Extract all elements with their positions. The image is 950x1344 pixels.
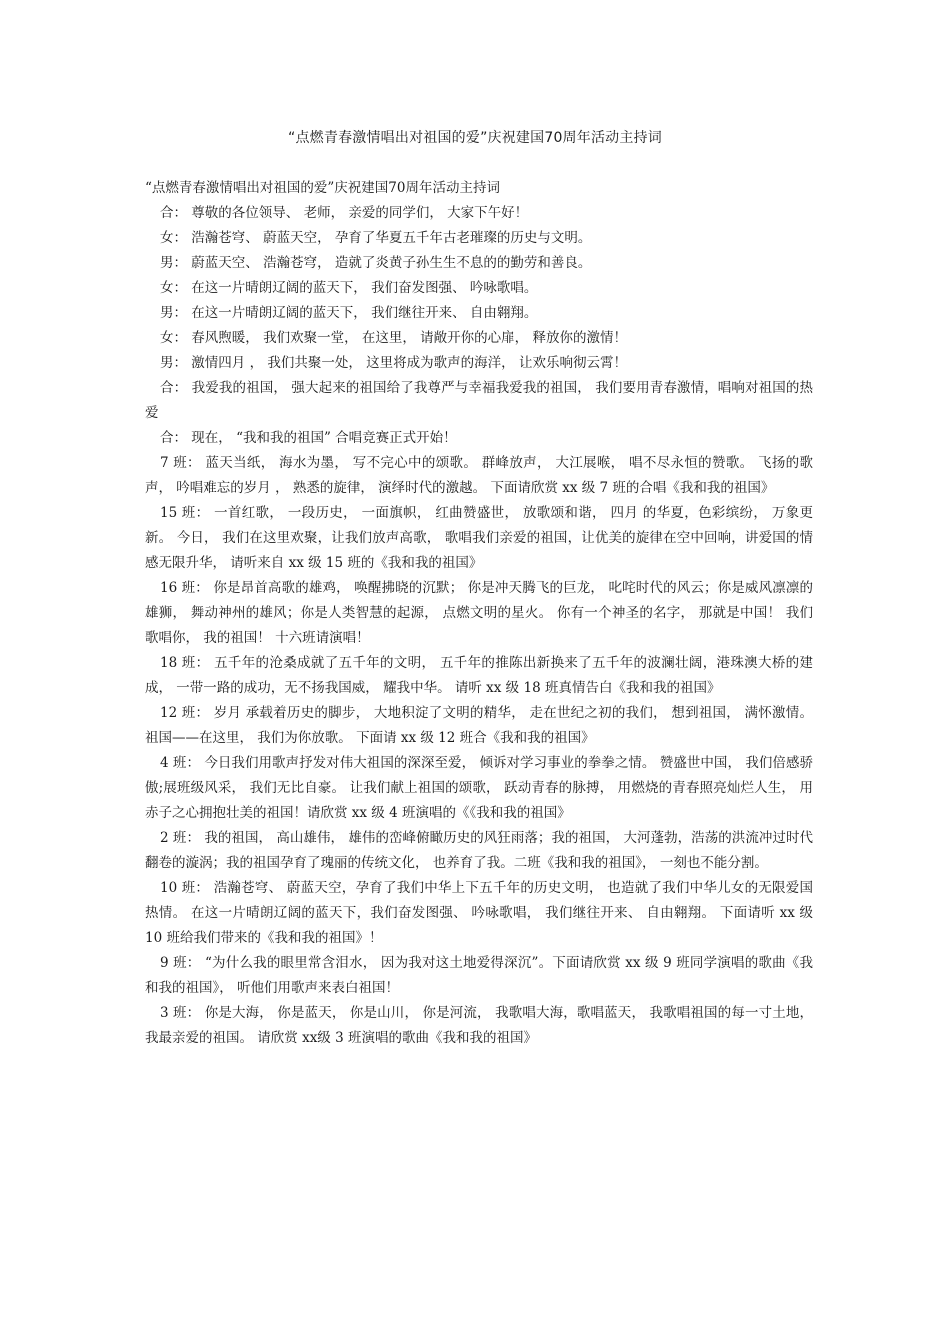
paragraph: 男： 激情四月 ， 我们共聚一处， 这里将成为歌声的海洋， 让欢乐响彻云霄！ (160, 355, 627, 371)
paragraph: 15 班： 一首红歌， 一段历史， 一面旗帜， 红曲赞盛世， 放歌颂和谐， 四月 的华夏，色彩缤纷， 万象更新。 今日， 我们在这里欢聚，让我们放声高歌， 歌唱我们亲爱的祖国，让优美的旋律在空中回响，讲爱国的情感无限升华， 请听来自 xx 级 15 班的《我和我的祖国》 (145, 505, 813, 571)
page-title: “点燃青春激情唱出对祖国的爱”庆祝建国70周年活动主持词 (288, 130, 662, 146)
paragraph: 女： 春风煦暖， 我们欢聚一堂， 在这里， 请敞开你的心扉， 释放你的激情！ (160, 330, 627, 346)
paragraph: 男： 在这一片晴朗辽阔的蓝天下， 我们继往开来、 自由翱翔。 (160, 305, 538, 321)
paragraph: 10 班： 浩瀚苍穹、 蔚蓝天空，孕育了我们中华上下五千年的历史文明， 也造就了我们中华儿女的无限爱国热情。 在这一片晴朗辽阔的蓝天下，我们奋发图强、 吟咏歌唱， 我们继往开来、 自由翱翔。 下面请听 xx 级 10 班给我们带来的《我和我的祖国》！ (145, 880, 813, 946)
paragraph: 2 班： 我的祖国， 高山雄伟， 雄伟的峦峰俯瞰历史的风狂雨落；我的祖国， 大河蓬勃，浩荡的洪流冲过时代翻卷的漩涡；我的祖国孕育了瑰丽的传统文化， 也养育了我。二班《我和我的祖国》， 一刻也不能分割。 (145, 830, 813, 871)
paragraph: 4 班： 今日我们用歌声抒发对伟大祖国的深深至爱， 倾诉对学习事业的拳拳之情。 赞盛世中国， 我们倍感骄傲;展班级风采， 我们无比自豪。 让我们献上祖国的颂歌， 跃动青春的脉搏， 用燃烧的青春照亮灿烂人生， 用赤子之心拥抱壮美的祖国！请欣赏 xx 级 4 班演唱的《《我和我的祖国》 (145, 755, 813, 821)
paragraph: 16 班： 你是昂首高歌的雄鸡， 唤醒拂晓的沉默； 你是冲天腾飞的巨龙， 叱咤时代的风云；你是威风凛凛的雄狮， 舞动神州的雄风；你是人类智慧的起源， 点燃文明的星火。 你有一个神圣的名字， 那就是中国！ 我们歌唱你， 我的祖国！ 十六班请演唱！ (145, 580, 813, 646)
paragraph: 女： 在这一片晴朗辽阔的蓝天下， 我们奋发图强、 吟咏歌唱。 (160, 280, 538, 296)
paragraph: 合： 我爱我的祖国， 强大起来的祖国给了我尊严与幸福我爱我的祖国， 我们要用青春激情，唱响对祖国的热爱 (145, 380, 813, 421)
paragraph: 12 班： 岁月 承载着历史的脚步， 大地积淀了文明的精华， 走在世纪之初的我们， 想到祖国， 满怀激情。 祖国——在这里， 我们为你放歌。 下面请 xx 级 12 班合《我和我的祖国》 (145, 705, 813, 746)
paragraph: 女： 浩瀚苍穹、 蔚蓝天空， 孕育了华夏五千年古老璀璨的历史与文明。 (160, 230, 592, 246)
document-subtitle: “点燃青春激情唱出对祖国的爱”庆祝建国70周年活动主持词 (145, 180, 500, 196)
paragraph: 18 班： 五千年的沧桑成就了五千年的文明， 五千年的推陈出新换来了五千年的波澜壮阔，港珠澳大桥的建成， 一带一路的成功，无不扬我国威， 耀我中华。 请听 xx 级 18 班真情告白《我和我的祖国》 (145, 655, 813, 696)
paragraph: 3 班： 你是大海， 你是蓝天， 你是山川， 你是河流， 我歌唱大海，歌唱蓝天， 我歌唱祖国的每一寸土地， 我最亲爱的祖国。 请欣赏 xx级 3 班演唱的歌曲《我和我的祖国》 (145, 1005, 813, 1046)
paragraph: 合： 尊敬的各位领导、 老师， 亲爱的同学们， 大家下午好！ (160, 205, 529, 221)
document-body (145, 176, 813, 1051)
paragraph: 9 班： “为什么我的眼里常含泪水， 因为我对这土地爱得深沉”。下面请欣赏 xx 级 9 班同学演唱的歌曲《我和我的祖国》， 听他们用歌声来表白祖国！ (145, 955, 813, 996)
paragraph: 男： 蔚蓝天空、 浩瀚苍穹， 造就了炎黄子孙生生不息的的勤劳和善良。 (160, 255, 592, 271)
paragraph: 7 班： 蓝天当纸， 海水为墨， 写不完心中的颂歌。 群峰放声， 大江展喉， 唱不尽永恒的赞歌。 飞扬的歌声， 吟唱难忘的岁月 ， 熟悉的旋律， 演绎时代的激越。 下面请欣赏 xx 级 7 班的合唱《我和我的祖国》 (145, 455, 813, 496)
paragraph: 合： 现在， “我和我的祖国” 合唱竞赛正式开始！ (160, 430, 457, 446)
